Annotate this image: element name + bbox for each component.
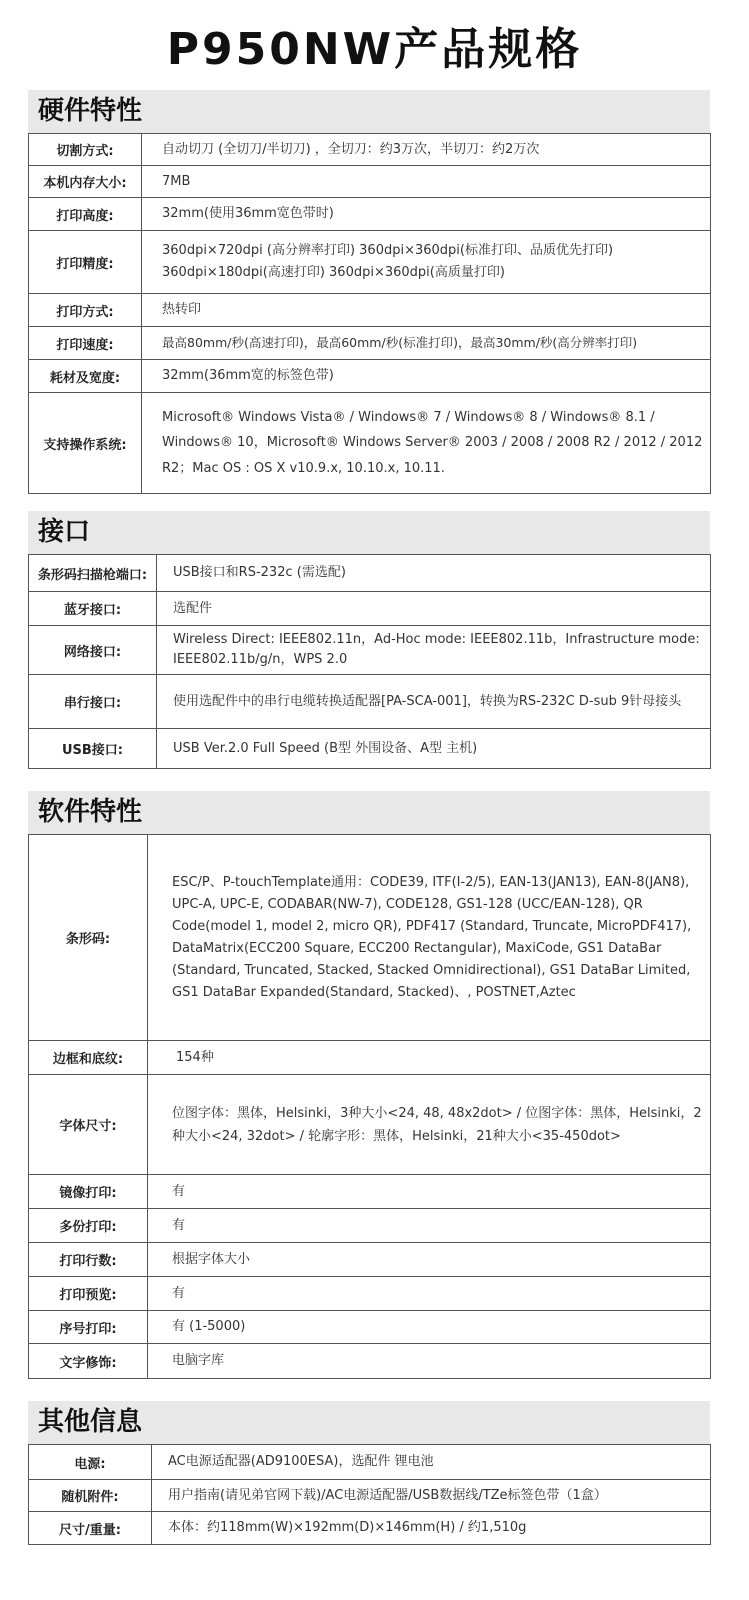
- row-value: ESC/P、P-touchTemplate通用：CODE39, ITF(I-2/5), EAN-13(JAN13), EAN-8(JAN8), UPC-A, UPC-E, CODABAR(NW-7), CODE128, GS1-128 (UCC/EAN-128), QR Code(model 1, model 2, micro QR), PDF417 (Standard, Truncate, MicroPDF417), DataMatrix(ECC200 Square, ECC200 Rectangular), MaxiCode, GS1 DataBar (Standard, Truncated, Stacked, Stacked Omnidirectional), GS1 DataBar Limited, GS1 DataBar Expanded(Standard, Stacked)、, POSTNET,Aztec: [148, 835, 711, 1041]
- section-heading: 软件特性: [28, 791, 710, 834]
- section-hardware: [28, 90, 710, 494]
- row-value: 选配件: [157, 592, 711, 626]
- row-label: 打印速度:: [29, 327, 142, 360]
- table-row: [29, 1075, 711, 1175]
- section-interface: [28, 511, 710, 769]
- row-label: 打印精度:: [29, 231, 142, 294]
- row-value: 32mm(36mm宽的标签色带): [142, 360, 711, 393]
- section-heading: 接口: [28, 511, 710, 554]
- table-row: [29, 360, 711, 393]
- table-row: [29, 555, 711, 592]
- table-row: [29, 626, 711, 675]
- table-row: [29, 835, 711, 1041]
- table-row: [29, 1243, 711, 1277]
- page-title: P950NW产品规格: [166, 24, 583, 75]
- table-row: [29, 592, 711, 626]
- row-label: 文字修饰:: [29, 1344, 148, 1379]
- row-value: 使用选配件中的串行电缆转换适配器[PA-SCA-001]，转换为RS-232C D-sub 9针母接头: [157, 675, 711, 729]
- spec-table: [28, 1444, 711, 1545]
- section-heading: 硬件特性: [28, 90, 710, 133]
- row-value: 360dpi×720dpi (高分辨率打印) 360dpi×360dpi(标准打印、品质优先打印) 360dpi×180dpi(高速打印) 360dpi×360dpi(高质量打印): [142, 231, 711, 294]
- row-value: 有: [148, 1175, 711, 1209]
- table-row: [29, 1175, 711, 1209]
- row-value: 最高80mm/秒(高速打印)，最高60mm/秒(标准打印)，最高30mm/秒(高分辨率打印): [142, 327, 711, 360]
- row-value: 154种: [148, 1041, 711, 1075]
- table-row: [29, 231, 711, 294]
- row-value: 有: [148, 1209, 711, 1243]
- table-row: [29, 729, 711, 769]
- spec-table: [28, 133, 711, 494]
- row-value: USB Ver.2.0 Full Speed (B型 外围设备、A型 主机): [157, 729, 711, 769]
- table-row: [29, 1311, 711, 1344]
- row-label: 打印高度:: [29, 198, 142, 231]
- row-value: Microsoft® Windows Vista® / Windows® 7 / Windows® 8 / Windows® 8.1 / Windows® 10，Microsoft® Windows Server® 2003 / 2008 / 2008 R2 / 2012 / 2012 R2；Mac OS : OS X v10.9.x, 10.10.x, 10.11.: [142, 393, 711, 494]
- row-label: 打印预览:: [29, 1277, 148, 1311]
- row-value: 用户指南(请见弟官网下载)/AC电源适配器/USB数据线/TZe标签色带（1盒）: [152, 1480, 711, 1512]
- row-value: 7MB: [142, 166, 711, 198]
- row-label: 条形码扫描枪端口:: [29, 555, 157, 592]
- section-software: [28, 791, 710, 1379]
- row-value: Wireless Direct: IEEE802.11n，Ad-Hoc mode: IEEE802.11b，Infrastructure mode: IEEE802.11b/g/n，WPS 2.0: [157, 626, 711, 675]
- table-row: [29, 198, 711, 231]
- row-label: 打印行数:: [29, 1243, 148, 1277]
- table-row: [29, 675, 711, 729]
- row-label: 本机内存大小:: [29, 166, 142, 198]
- row-label: 多份打印:: [29, 1209, 148, 1243]
- table-row: [29, 134, 711, 166]
- table-row: [29, 1512, 711, 1545]
- row-value: 有 (1-5000): [148, 1311, 711, 1344]
- row-value: 电脑字库: [148, 1344, 711, 1379]
- table-row: [29, 1445, 711, 1480]
- row-label: 字体尺寸:: [29, 1075, 148, 1175]
- row-label: 蓝牙接口:: [29, 592, 157, 626]
- table-row: [29, 393, 711, 494]
- row-label: 支持操作系统:: [29, 393, 142, 494]
- row-value: 32mm(使用36mm宽色带时): [142, 198, 711, 231]
- row-label: 镜像打印:: [29, 1175, 148, 1209]
- section-other: [28, 1401, 710, 1545]
- row-label: 网络接口:: [29, 626, 157, 675]
- row-label: USB接口:: [29, 729, 157, 769]
- row-label: 耗材及宽度:: [29, 360, 142, 393]
- table-row: [29, 294, 711, 327]
- row-value: 根据字体大小: [148, 1243, 711, 1277]
- table-row: [29, 1209, 711, 1243]
- row-value: 本体：约118mm(W)×192mm(D)×146mm(H) / 约1,510g: [152, 1512, 711, 1545]
- row-label: 电源:: [29, 1445, 152, 1480]
- row-label: 打印方式:: [29, 294, 142, 327]
- row-value: 热转印: [142, 294, 711, 327]
- row-label: 序号打印:: [29, 1311, 148, 1344]
- row-label: 尺寸/重量:: [29, 1512, 152, 1545]
- table-row: [29, 1480, 711, 1512]
- row-value: 自动切刀 (全切刀/半切刀) ，全切刀：约3万次，半切刀：约2万次: [142, 134, 711, 166]
- table-row: [29, 166, 711, 198]
- row-value: USB接口和RS-232c (需选配): [157, 555, 711, 592]
- spec-table: [28, 834, 711, 1379]
- row-label: 串行接口:: [29, 675, 157, 729]
- row-value: AC电源适配器(AD9100ESA)，选配件 锂电池: [152, 1445, 711, 1480]
- table-row: [29, 1041, 711, 1075]
- row-value: 位图字体：黑体，Helsinki，3种大小<24, 48, 48x2dot> / 位图字体：黑体，Helsinki，2种大小<24, 32dot> / 轮廓字形：黑体，Helsinki，21种大小<35-450dot>: [148, 1075, 711, 1175]
- table-row: [29, 327, 711, 360]
- row-value: 有: [148, 1277, 711, 1311]
- table-row: [29, 1344, 711, 1379]
- row-label: 切割方式:: [29, 134, 142, 166]
- section-heading: 其他信息: [28, 1401, 710, 1444]
- row-label: 条形码:: [29, 835, 148, 1041]
- spec-table: [28, 554, 711, 769]
- row-label: 随机附件:: [29, 1480, 152, 1512]
- row-label: 边框和底纹:: [29, 1041, 148, 1075]
- table-row: [29, 1277, 711, 1311]
